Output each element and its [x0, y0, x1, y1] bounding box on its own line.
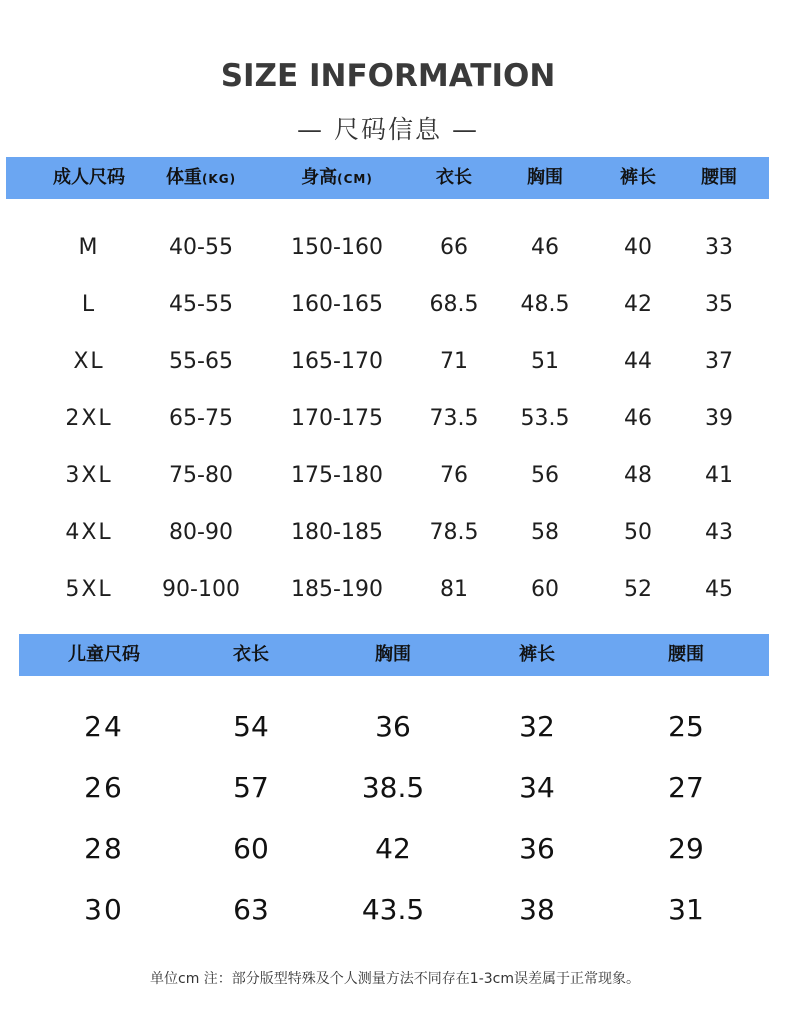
kids-table-cell: 38.5: [361, 771, 425, 804]
kids-table-cell: 54: [233, 710, 269, 743]
page-subtitle: — 尺码信息 —: [297, 115, 479, 144]
adult-table-cell: 71: [440, 349, 468, 374]
adult-table-cell: 76: [440, 463, 468, 488]
page-title: SIZE INFORMATION: [220, 58, 556, 94]
adult-size-label: L: [81, 292, 97, 317]
adult-size-label: 4XL: [65, 520, 113, 545]
kids-table-cell: 36: [375, 710, 411, 743]
adult-table-cell: 68.5: [429, 292, 479, 317]
adult-header-cell: 体重(KG): [165, 167, 237, 188]
adult-table-cell: 55-65: [169, 349, 233, 374]
adult-table-cell: 58: [531, 520, 559, 545]
kids-size-header-bar: [19, 634, 769, 676]
adult-table-cell: 42: [624, 292, 652, 317]
kids-table-cell: 31: [668, 893, 704, 926]
adult-table-cell: 40: [624, 235, 652, 260]
adult-table-cell: 41: [705, 463, 733, 488]
kids-size-label: 24: [84, 710, 124, 743]
kids-header-cell: 衣长: [233, 644, 269, 665]
adult-table-cell: 78.5: [429, 520, 479, 545]
adult-table-cell: 180-185: [291, 520, 383, 545]
adult-table-cell: 50: [624, 520, 652, 545]
adult-table-cell: 39: [705, 406, 733, 431]
kids-size-label: 30: [84, 893, 124, 926]
adult-table-cell: 48: [624, 463, 652, 488]
kids-table-cell: 34: [519, 771, 555, 804]
adult-size-label: 2XL: [65, 406, 113, 431]
adult-table-cell: 175-180: [291, 463, 383, 488]
adult-size-header-bar: [6, 157, 769, 199]
adult-table-cell: 75-80: [169, 463, 233, 488]
kids-size-label: 28: [84, 832, 124, 865]
adult-table-cell: 46: [624, 406, 652, 431]
kids-table-cell: 63: [233, 893, 269, 926]
adult-table-cell: 80-90: [169, 520, 233, 545]
adult-table-cell: 53.5: [520, 406, 570, 431]
adult-table-cell: 33: [705, 235, 733, 260]
adult-header-cell: 衣长: [436, 167, 472, 188]
adult-table-cell: 45: [705, 577, 733, 602]
adult-table-cell: 73.5: [429, 406, 479, 431]
kids-table-cell: 36: [519, 832, 555, 865]
adult-table-cell: 150-160: [291, 235, 383, 260]
adult-table-cell: 60: [531, 577, 559, 602]
kids-table-cell: 42: [375, 832, 411, 865]
adult-header-cell: 胸围: [527, 167, 563, 188]
adult-table-cell: 40-55: [169, 235, 233, 260]
adult-header-cell: 腰围: [701, 167, 737, 188]
adult-size-label: 5XL: [65, 577, 113, 602]
adult-table-cell: 81: [440, 577, 468, 602]
kids-table-cell: 29: [668, 832, 704, 865]
kids-header-cell: 腰围: [668, 644, 704, 665]
kids-size-label: 26: [84, 771, 124, 804]
adult-table-cell: 35: [705, 292, 733, 317]
measurement-note: 单位cm 注：部分版型特殊及个人测量方法不同存在1-3cm误差属于正常现象。: [150, 971, 640, 987]
adult-table-cell: 185-190: [291, 577, 383, 602]
adult-table-cell: 46: [531, 235, 559, 260]
adult-header-cell: 身高(CM): [301, 167, 373, 188]
adult-table-cell: 51: [531, 349, 559, 374]
adult-header-cell: 裤长: [620, 167, 656, 188]
adult-table-cell: 160-165: [291, 292, 383, 317]
adult-header-unit: (CM): [337, 172, 373, 186]
adult-table-cell: 65-75: [169, 406, 233, 431]
adult-table-cell: 52: [624, 577, 652, 602]
adult-table-cell: 43: [705, 520, 733, 545]
kids-table-cell: 38: [519, 893, 555, 926]
kids-table-cell: 32: [519, 710, 555, 743]
adult-table-cell: 48.5: [520, 292, 570, 317]
kids-header-cell: 胸围: [375, 644, 411, 665]
adult-table-cell: 44: [624, 349, 652, 374]
adult-table-cell: 165-170: [291, 349, 383, 374]
kids-table-cell: 60: [233, 832, 269, 865]
adult-table-cell: 37: [705, 349, 733, 374]
adult-table-cell: 66: [440, 235, 468, 260]
adult-size-label: M: [78, 235, 100, 260]
kids-table-cell: 27: [668, 771, 704, 804]
kids-header-cell: 儿童尺码: [68, 644, 140, 665]
adult-table-cell: 90-100: [162, 577, 240, 602]
adult-table-cell: 45-55: [169, 292, 233, 317]
kids-table-cell: 43.5: [361, 893, 425, 926]
adult-header-cell: 成人尺码: [53, 167, 125, 188]
adult-table-cell: 170-175: [291, 406, 383, 431]
adult-size-label: 3XL: [65, 463, 113, 488]
kids-table-cell: 25: [668, 710, 704, 743]
adult-size-label: XL: [73, 349, 105, 374]
adult-table-cell: 56: [531, 463, 559, 488]
adult-header-unit: (KG): [201, 172, 237, 186]
kids-table-cell: 57: [233, 771, 269, 804]
kids-header-cell: 裤长: [519, 644, 555, 665]
